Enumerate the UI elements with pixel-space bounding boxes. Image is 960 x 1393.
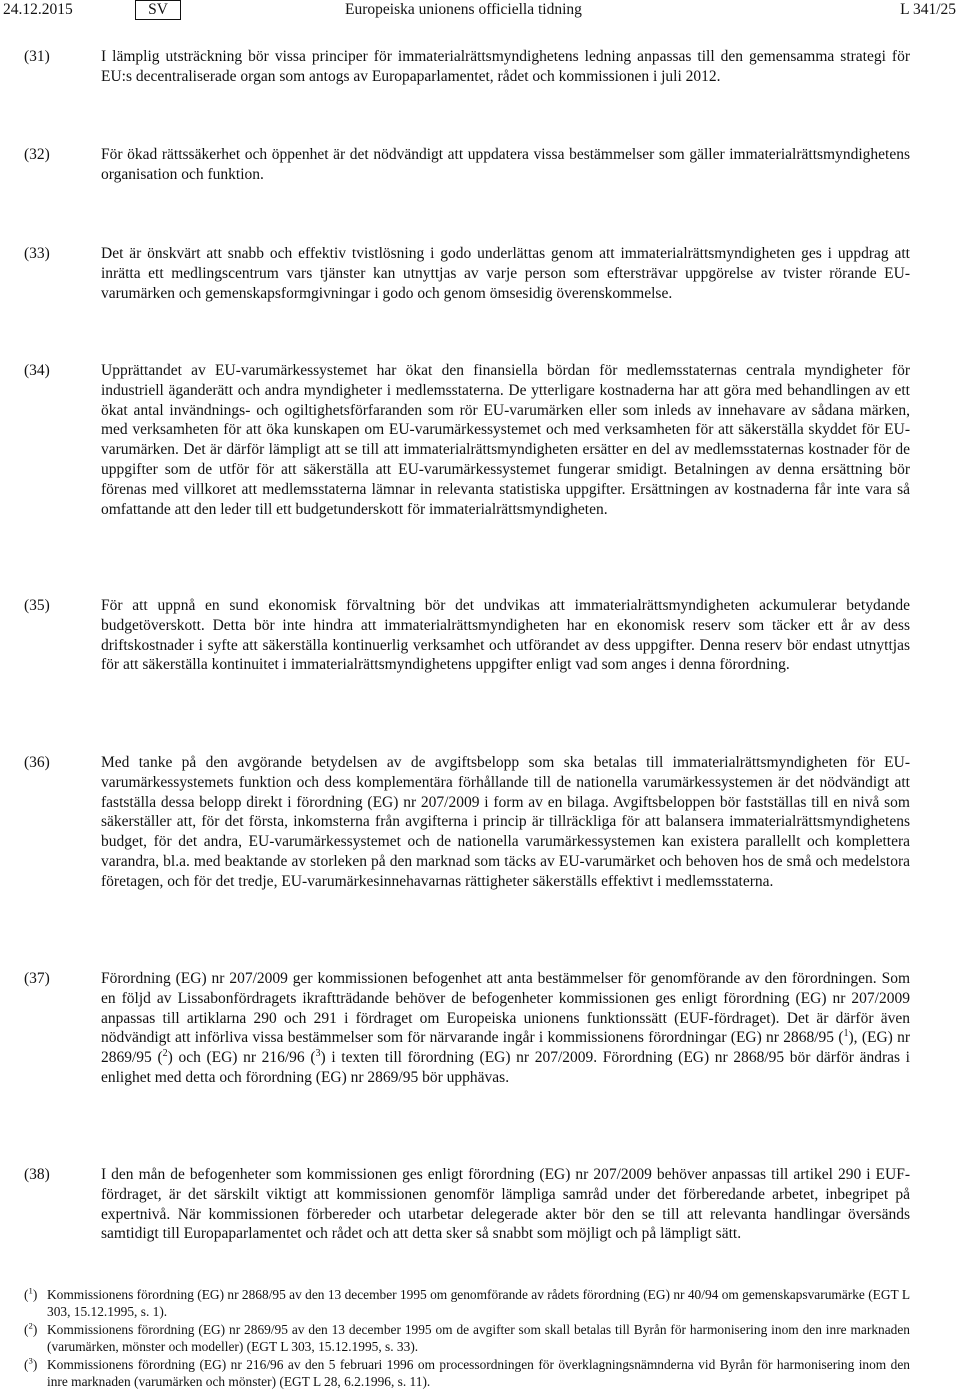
recital-text-part: ), (EG) nr 2869/95 (: [101, 1029, 910, 1067]
footnotes: [24, 1286, 910, 1391]
page-header: [0, 0, 960, 22]
recital-number: (37): [24, 970, 50, 987]
page-reference: L 341/25: [900, 1, 956, 18]
recital-text: För att uppnå en sund ekonomisk förvaltning bör det undvikas att immaterialrättsmyndigheten ackumulerar betydande budgetöverskott. Detta bör inte hindra att immaterialrättsmyndigheten har en ekonomisk reserv som täcker ett år av dess driftskostnader i syfte att säkerställa kontinuerlig verksamhet och utförandet av dess uppgifter. Denna reserv bör endast utnyttjas för att säkerställa kontinuitet i immaterialrättsmyndighetens uppgifter enligt vad som anges i denna förordning.: [101, 597, 910, 674]
footnote-reference[interactable]: 2: [162, 1048, 168, 1060]
recital-text: Det är önskvärt att snabb och effektiv tvistlösning i godo underlättas genom att immaterialrättsmyndigheten ges i uppdrag att inrätta ett medlingscentrum vars tjänster kan utnyttjas av varje person som eftersträvar uppgörelse av tvister rörande EU-varumärken och gemenskapsformgivningar i godo och genom ömsesidig överenskommelse.: [101, 245, 910, 302]
recital-text-part: ) i texten till förordning (EG) nr 207/2009. Förordning (EG) nr 2868/95 bör därför ändras i enlighet med detta och förordning (EG) nr 2869/95 bör upphävas.: [101, 1049, 910, 1086]
journal-title: Europeiska unionens officiella tidning: [345, 1, 582, 18]
footnote-mark: ($^1$): [24, 1285, 38, 1302]
recital-34: [24, 361, 910, 519]
recital-text: I den mån de befogenheter som kommissionen ges enligt förordning (EG) nr 207/2009 behöver anpassas till artikel 290 i EUF-fördraget, är det särskilt viktigt att kommissionen genomför lämpliga samråd under det förberedande arbetet, inbegripet på expertnivå. När kommissionen förbereder och utarbetar delegerade akter bör den se till att relevanta handlingar översänds samtidigt till Europaparlamentet och rådet och att detta sker så snabbt som möjligt och på lämpligt sätt.: [101, 1166, 910, 1243]
recital-36: [24, 753, 910, 892]
publication-date: 24.12.2015: [3, 1, 73, 18]
recital-text: [101, 969, 910, 1088]
recital-number: (35): [24, 597, 50, 614]
footnote-text: Kommissionens förordning (EG) nr 2869/95 av den 13 december 1995 om de avgifter som skall betalas till Byrån för harmonisering inom den inre marknaden (varumärken, mönster och modeller) (EGT L 303, 15.12.1995, s. 33).: [47, 1322, 910, 1355]
recital-38: [24, 1165, 910, 1244]
footnote-text: Kommissionens förordning (EG) nr 216/96 av den 5 februari 1996 om processordningen för överklagningsnämnderna vid Byrån för harmonisering inom den inre marknaden (varumärken och mönster) (EGT L 28, 6.2.1996, s. 11).: [47, 1357, 910, 1390]
footnote-text: Kommissionens förordning (EG) nr 2868/95 av den 13 december 1995 om genomförande av rådets förordning (EG) nr 40/94 om gemenskapsvarumärke (EGT L 303, 15.12.1995, s. 1).: [47, 1287, 910, 1320]
footnote-reference[interactable]: 3: [315, 1048, 321, 1060]
footnote-reference[interactable]: 1: [843, 1028, 849, 1040]
recital-number: (34): [24, 362, 50, 379]
recital-37: [24, 969, 910, 1088]
recital-number: (36): [24, 754, 50, 771]
recital-32: [24, 145, 910, 185]
recital-text: För ökad rättssäkerhet och öppenhet är det nödvändigt att uppdatera vissa bestämmelser som gäller immaterialrättsmyndighetens organisation och funktion.: [101, 146, 910, 183]
recital-31: [24, 47, 910, 87]
footnote-3: [24, 1356, 910, 1390]
recital-number: (32): [24, 146, 50, 163]
recital-text: Upprättandet av EU-varumärkessystemet har ökat den finansiella bördan för medlemsstaternas centrala myndigheter för industriell äganderätt och andra myndigheter i medlemsstaterna. De ytterligare kostnaderna har att göra med behandlingen av ett ökat antal invändnings- och ogiltighetsförfaranden som rör EU-varumärken eller som inleds av innehavare av sådana märken, med verksamheten för att öka kunskapen om EU-varumärkessystemet och med verksamheten för att säkerställa skyddet för EU-varumärken. Det är därför lämpligt att se till att immaterialrättsmyndigheten ersätter en del av medlemsstaternas kostnader för de uppgifter som de utför för att säkerställa att EU-varumärkessystemet fungerar smidigt. Betalningen av denna ersättning bör förenas med villkoret att medlemsstaterna lämnar in relevanta statistiska uppgifter. Ersättningen av kostnaderna får inte vara så omfattande att den leder till ett budgetunderskott för immaterialrättsmyndigheten.: [101, 362, 910, 518]
recital-text-part: Förordning (EG) nr 207/2009 ger kommissionen befogenhet att anta bestämmelser för genomförande av den förordningen. Som en följd av Lissabonfördragets ikraftträdande behöver de befogenheter kommissionen ges enligt förordning (EG) nr 207/2009 anpassas till artiklarna 290 och 291 i fördraget om Europeiska unionens funktionssätt (EUF-fördraget). Det är därför även nödvändigt att införliva vissa bestämmelser som för närvarande ingår i kommissionens förordningar (EG) nr 2868/95 (: [101, 970, 910, 1047]
recital-text-part: ) och (EG) nr 216/96 (: [167, 1049, 316, 1067]
footnote-mark: ($^2$): [24, 1320, 38, 1338]
recital-text: Med tanke på den avgörande betydelsen av de avgiftsbelopp som ska betalas till immaterialrättsmyndigheten för EU-varumärkessystemets funktion och dess komplementära förhållande till de nationella varumärkessystemen är det nödvändigt att fastställa dessa belopp direkt i förordning (EG) nr 207/2009 i form av en bilaga. Avgiftsbeloppen bör fastställas till en nivå som säkerställer att, för det första, inkomsterna från avgifterna i princip är tillräckliga för att balansera immaterialrättsmyndighetens budget, för det andra, EU-varumärkessystemet och de nationella varumärkessystemen kan existera parallellt och komplettera varandra, bl.a. med beaktande av storleken på den marknad som täcks av EU-varumärket och behoven hos de små och medelstora företagen, och för det tredje, EU-varumärkesinnehavarnas rättigheter säkerställs effektivt i medlemsstaterna.: [101, 754, 910, 890]
footnote-1: [24, 1286, 910, 1320]
language-code-box: SV: [135, 0, 181, 20]
recital-number: (31): [24, 48, 50, 65]
recital-number: (33): [24, 245, 50, 262]
recital-number: (38): [24, 1166, 50, 1183]
footnote-mark: ($^3$): [24, 1355, 38, 1373]
footnote-2: [24, 1321, 910, 1355]
recital-35: [24, 596, 910, 675]
recital-33: [24, 244, 910, 303]
recital-text: I lämplig utsträckning bör vissa principer för immaterialrättsmyndighetens ledning anpassas till den gemensamma strategi för EU:s decentraliserade organ som antogs av Europaparlamentet, rådet och kommissionen i juli 2012.: [101, 48, 910, 85]
